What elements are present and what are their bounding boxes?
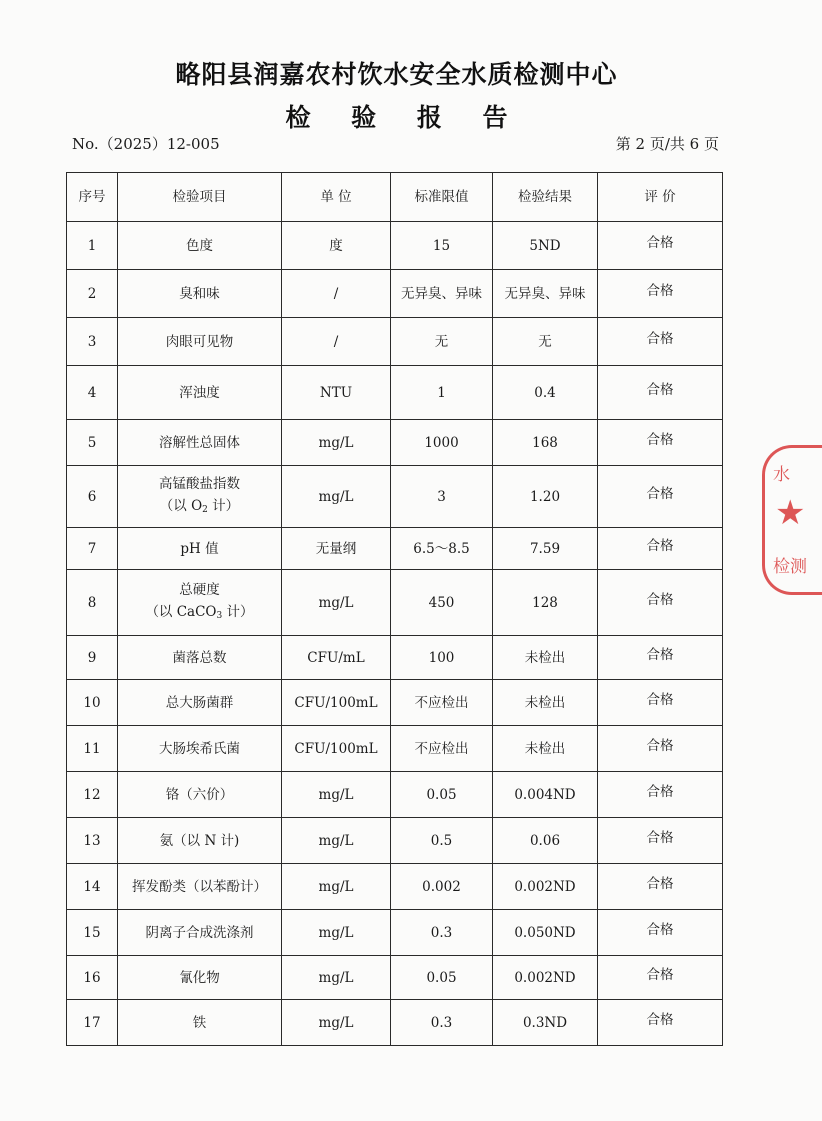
item-note [120,601,279,627]
table-body [67,222,723,1046]
cell-item-name: 氰化物 [118,956,282,1000]
table-row [67,956,723,1000]
table-row [67,466,723,528]
cell-evaluation: 合格 [598,318,723,366]
stamp-text-bottom: 检测 [773,557,807,577]
cell-standard-limit: 无 [391,318,493,366]
cell-unit: mg/L [282,910,391,956]
table-row [67,818,723,864]
cell-test-result: 未检出 [493,636,598,680]
cell-item-name: 浑浊度 [118,366,282,420]
red-seal-stamp [762,445,822,595]
cell-row-number: 12 [67,772,118,818]
item-note-subscript: 2 [202,504,208,515]
cell-unit: / [282,270,391,318]
cell-row-number: 6 [67,466,118,528]
cell-test-result: 0.002ND [493,864,598,910]
cell-unit: mg/L [282,772,391,818]
cell-standard-limit: 0.05 [391,772,493,818]
cell-unit: CFU/100mL [282,680,391,726]
cell-item-name: 总大肠菌群 [118,680,282,726]
cell-standard-limit: 无异臭、异味 [391,270,493,318]
cell-test-result: 128 [493,570,598,636]
cell-row-number: 15 [67,910,118,956]
table-row [67,1000,723,1046]
cell-unit: mg/L [282,420,391,466]
cell-evaluation: 合格 [598,270,723,318]
cell-item-name [118,570,282,636]
cell-standard-limit: 0.3 [391,910,493,956]
cell-row-number: 11 [67,726,118,772]
cell-evaluation: 合格 [598,910,723,956]
table-row [67,726,723,772]
cell-row-number: 13 [67,818,118,864]
cell-row-number: 14 [67,864,118,910]
cell-item-name: pH 值 [118,528,282,570]
report-number: No.（2025）12-005 [72,135,220,153]
cell-test-result: 0.050ND [493,910,598,956]
cell-evaluation: 合格 [598,818,723,864]
table-row [67,222,723,270]
cell-evaluation: 合格 [598,680,723,726]
cell-evaluation: 合格 [598,528,723,570]
cell-row-number: 10 [67,680,118,726]
cell-item-name: 大肠埃希氏菌 [118,726,282,772]
page-info: 第 2 页/共 6 页 [615,135,719,153]
table-row [67,366,723,420]
cell-evaluation: 合格 [598,726,723,772]
header-unit: 单 位 [282,173,391,222]
cell-evaluation: 合格 [598,222,723,270]
cell-evaluation: 合格 [598,366,723,420]
cell-test-result: 无 [493,318,598,366]
table-row [67,864,723,910]
cell-row-number: 5 [67,420,118,466]
table-row [67,420,723,466]
cell-test-result: 7.59 [493,528,598,570]
cell-row-number: 2 [67,270,118,318]
cell-test-result: 0.004ND [493,772,598,818]
cell-evaluation: 合格 [598,466,723,528]
cell-evaluation: 合格 [598,570,723,636]
cell-unit: CFU/100mL [282,726,391,772]
star-icon: ★ [775,493,806,533]
cell-unit: NTU [282,366,391,420]
cell-standard-limit: 0.5 [391,818,493,864]
header-result: 检验结果 [493,173,598,222]
cell-item-name: 肉眼可见物 [118,318,282,366]
cell-evaluation: 合格 [598,956,723,1000]
table-row [67,318,723,366]
cell-test-result: 0.3ND [493,1000,598,1046]
cell-row-number: 9 [67,636,118,680]
results-table [66,172,723,1046]
cell-row-number: 16 [67,956,118,1000]
cell-standard-limit: 1 [391,366,493,420]
cell-evaluation: 合格 [598,1000,723,1046]
cell-test-result: 5ND [493,222,598,270]
header-eval: 评 价 [598,173,723,222]
item-name-text: 总硬度 [179,581,220,598]
cell-item-name: 铬（六价） [118,772,282,818]
table-row [67,910,723,956]
item-note-subscript: 3 [216,610,223,621]
cell-evaluation: 合格 [598,420,723,466]
cell-row-number: 8 [67,570,118,636]
header-limit: 标准限值 [391,173,493,222]
cell-item-name: 氨（以 N 计) [118,818,282,864]
cell-unit: mg/L [282,1000,391,1046]
cell-standard-limit: 1000 [391,420,493,466]
header-no: 序号 [67,173,118,222]
cell-unit: mg/L [282,570,391,636]
cell-test-result: 无异臭、异味 [493,270,598,318]
cell-standard-limit: 450 [391,570,493,636]
item-note-suffix: 计） [222,603,254,620]
cell-test-result: 1.20 [493,466,598,528]
cell-item-name: 挥发酚类（以苯酚计） [118,864,282,910]
cell-standard-limit: 100 [391,636,493,680]
cell-row-number: 7 [67,528,118,570]
cell-standard-limit: 不应检出 [391,726,493,772]
cell-unit: / [282,318,391,366]
cell-unit: 度 [282,222,391,270]
cell-unit: mg/L [282,818,391,864]
cell-item-name: 色度 [118,222,282,270]
org-title: 略阳县润嘉农村饮水安全水质检测中心 [175,60,618,89]
table-row [67,772,723,818]
table-row [67,270,723,318]
item-note [120,495,279,521]
cell-item-name: 臭和味 [118,270,282,318]
cell-unit: mg/L [282,956,391,1000]
cell-test-result: 0.4 [493,366,598,420]
cell-evaluation: 合格 [598,772,723,818]
cell-item-name: 菌落总数 [118,636,282,680]
table-row [67,636,723,680]
cell-test-result: 168 [493,420,598,466]
table-header-row [67,173,723,222]
cell-item-name [118,466,282,528]
cell-standard-limit: 0.05 [391,956,493,1000]
cell-test-result: 未检出 [493,726,598,772]
cell-standard-limit: 0.002 [391,864,493,910]
cell-item-name: 阴离子合成洗涤剂 [118,910,282,956]
item-note-suffix: 计） [207,497,240,514]
table-row [67,528,723,570]
cell-standard-limit: 0.3 [391,1000,493,1046]
cell-standard-limit: 3 [391,466,493,528]
cell-unit: CFU/mL [282,636,391,680]
cell-unit: 无量纲 [282,528,391,570]
cell-standard-limit: 不应检出 [391,680,493,726]
report-title: 检 验 报 告 [285,103,524,132]
cell-test-result: 未检出 [493,680,598,726]
cell-row-number: 3 [67,318,118,366]
table-row [67,680,723,726]
cell-row-number: 17 [67,1000,118,1046]
cell-test-result: 0.002ND [493,956,598,1000]
cell-row-number: 1 [67,222,118,270]
cell-unit: mg/L [282,466,391,528]
table-row [67,570,723,636]
cell-row-number: 4 [67,366,118,420]
stamp-text-top: 水 [773,465,790,485]
item-note-prefix: （以 CaCO [145,603,217,620]
cell-test-result: 0.06 [493,818,598,864]
item-name-text: 高锰酸盐指数 [159,475,240,492]
cell-evaluation: 合格 [598,636,723,680]
cell-evaluation: 合格 [598,864,723,910]
cell-standard-limit: 6.5～8.5 [391,528,493,570]
item-note-prefix: （以 O [159,497,203,514]
header-item: 检验项目 [118,173,282,222]
cell-unit: mg/L [282,864,391,910]
cell-item-name: 铁 [118,1000,282,1046]
cell-standard-limit: 15 [391,222,493,270]
cell-item-name: 溶解性总固体 [118,420,282,466]
